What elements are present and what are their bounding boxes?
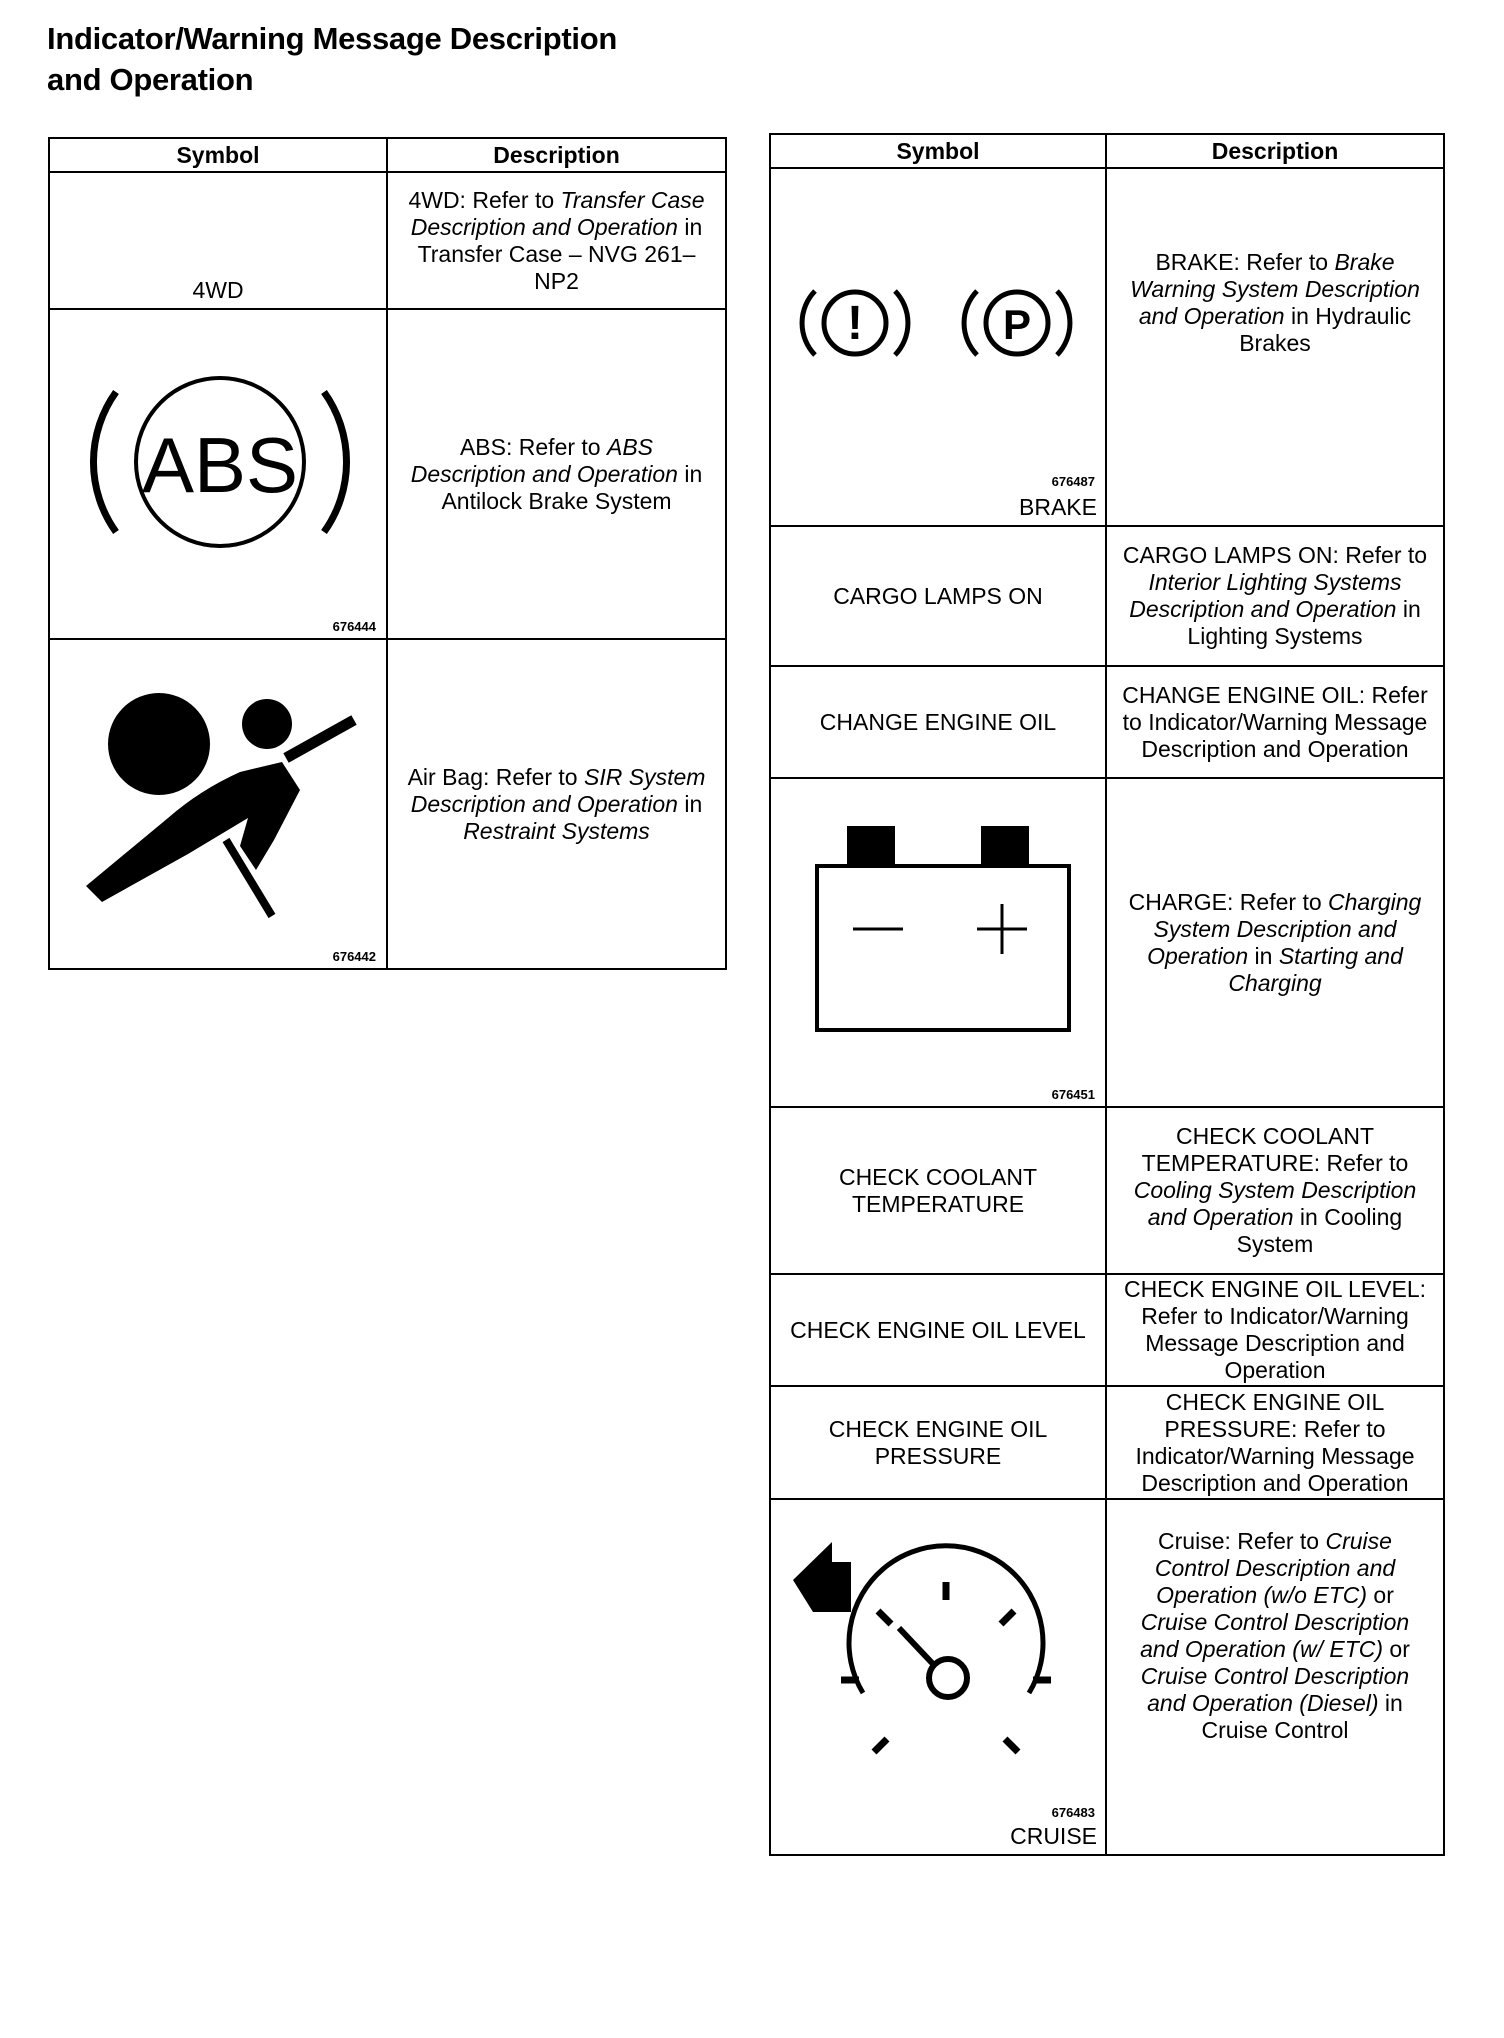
title-line-1: Indicator/Warning Message Description bbox=[47, 21, 617, 56]
symbol-cell bbox=[770, 1274, 1106, 1386]
description-text: in bbox=[677, 790, 703, 817]
description-text: Cruise: Refer to bbox=[1158, 1528, 1326, 1554]
parking-icon-letter: P bbox=[1002, 301, 1032, 348]
description-text: ABS Description and Operation bbox=[410, 433, 678, 487]
description-cell bbox=[387, 172, 726, 309]
symbol-label-oil-level: CHECK ENGINE OIL LEVEL bbox=[790, 1316, 1086, 1343]
description-cell bbox=[1106, 778, 1444, 1107]
airbag-icon bbox=[50, 640, 388, 970]
symbol-label-coolant: CHECK COOLANT TEMPERATURE bbox=[838, 1163, 1038, 1217]
description-cell bbox=[1106, 1386, 1444, 1499]
title-line-2: and Operation bbox=[47, 62, 254, 97]
description-text: or bbox=[1383, 1636, 1410, 1662]
abs-icon-text: ABS bbox=[141, 421, 299, 509]
description-column-header: Description bbox=[387, 138, 726, 172]
abs-icon bbox=[50, 310, 388, 640]
description-text: Interior Lighting Systems Description and Operation bbox=[1129, 569, 1402, 622]
figure-number: 676444 bbox=[332, 619, 376, 634]
description-text: Transfer Case Description and Operation bbox=[410, 186, 705, 240]
symbol-cell bbox=[770, 168, 1106, 526]
description-text: CHARGE: Refer to bbox=[1128, 888, 1329, 915]
figure-number: 676451 bbox=[1051, 1087, 1095, 1102]
symbol-column-header: Symbol bbox=[770, 134, 1106, 168]
description-text: Cruise Control Description and Operation (Diesel) bbox=[1140, 1663, 1410, 1716]
table-row-oil-pressure bbox=[770, 1386, 1444, 1499]
description-text: in Lighting Systems bbox=[1187, 596, 1421, 649]
symbol-column-header: Symbol bbox=[49, 138, 387, 172]
description-text: in Hydraulic Brakes bbox=[1239, 303, 1412, 356]
description-cell bbox=[1106, 1274, 1444, 1386]
symbol-cell bbox=[770, 526, 1106, 666]
description-text: Cruise Control Description and Operation (w/o ETC) bbox=[1154, 1528, 1396, 1608]
description-text: ABS: Refer to bbox=[459, 433, 607, 460]
brake-icon-exclamation: ! bbox=[847, 297, 863, 350]
table-row-charge bbox=[770, 778, 1444, 1107]
description-text: Cooling System Description and Operation bbox=[1133, 1177, 1417, 1230]
description-cell bbox=[387, 639, 726, 969]
symbol-cell bbox=[49, 172, 387, 309]
description-text: Starting and Charging bbox=[1228, 942, 1403, 996]
description-text: Air Bag: Refer to bbox=[407, 763, 584, 790]
description-text: in Antilock Brake System bbox=[441, 460, 703, 514]
description-text: Cruise Control Description and Operation (w/ ETC) bbox=[1140, 1609, 1410, 1662]
description-text: in Cruise Control bbox=[1201, 1690, 1403, 1743]
symbol-label-change-oil: CHANGE ENGINE OIL bbox=[819, 708, 1057, 735]
table-row-change-oil bbox=[770, 666, 1444, 778]
symbol-label-4wd: 4WD bbox=[192, 277, 244, 303]
description-cell bbox=[387, 309, 726, 639]
right-symbol-table bbox=[769, 133, 1445, 1856]
symbol-cell bbox=[49, 309, 387, 639]
description-text: BRAKE: Refer to bbox=[1155, 249, 1335, 275]
description-text: SIR System Description and Operation bbox=[410, 763, 706, 817]
description-column-header: Description bbox=[1106, 134, 1444, 168]
table-row-abs bbox=[49, 309, 726, 639]
description-cell bbox=[1106, 168, 1444, 526]
description-cell bbox=[1106, 666, 1444, 778]
symbol-cell bbox=[770, 1386, 1106, 1499]
table-row-cargo-lamps bbox=[770, 526, 1444, 666]
table-row-cruise bbox=[770, 1499, 1444, 1855]
description-text: CHECK ENGINE OIL PRESSURE: Refer to Indicator/Warning Message Description and Operation bbox=[1135, 1388, 1415, 1496]
table-row-oil-level bbox=[770, 1274, 1444, 1386]
description-text: CHECK COOLANT TEMPERATURE: Refer to bbox=[1141, 1123, 1409, 1176]
description-cell bbox=[1106, 1499, 1444, 1855]
page-title bbox=[47, 18, 747, 100]
description-text: CHECK ENGINE OIL LEVEL: Refer to Indicator/Warning Message Description and Operation bbox=[1123, 1276, 1427, 1383]
battery-icon bbox=[771, 779, 1107, 1108]
description-cell bbox=[1106, 1107, 1444, 1274]
table-row-coolant bbox=[770, 1107, 1444, 1274]
symbol-label-oil-pressure: CHECK ENGINE OIL PRESSURE bbox=[828, 1415, 1048, 1469]
figure-number: 676487 bbox=[1051, 474, 1095, 489]
left-symbol-table bbox=[48, 137, 727, 970]
symbol-cell bbox=[770, 666, 1106, 778]
description-text: in bbox=[1248, 942, 1279, 969]
description-cell bbox=[1106, 526, 1444, 666]
symbol-label-cargo-lamps: CARGO LAMPS ON bbox=[833, 582, 1043, 609]
table-row-brake bbox=[770, 168, 1444, 526]
figure-number: 676442 bbox=[332, 949, 376, 964]
description-text: in Cooling System bbox=[1236, 1204, 1403, 1257]
description-text: CHANGE ENGINE OIL: Refer to Indicator/Warning Message Description and Operation bbox=[1122, 681, 1428, 762]
figure-number: 676483 bbox=[1051, 1805, 1095, 1820]
table-row-4wd bbox=[49, 172, 726, 309]
description-text: CARGO LAMPS ON: Refer to bbox=[1122, 542, 1428, 568]
description-text: 4WD: Refer to bbox=[408, 186, 561, 213]
symbol-label-cruise: CRUISE bbox=[1010, 1823, 1097, 1849]
description-text: in Transfer Case – NVG 261–NP2 bbox=[417, 213, 703, 294]
symbol-cell bbox=[770, 778, 1106, 1107]
symbol-cell bbox=[770, 1107, 1106, 1274]
symbol-label-brake: BRAKE bbox=[1019, 494, 1097, 520]
table-row-airbag bbox=[49, 639, 726, 969]
cruise-icon bbox=[771, 1500, 1107, 1856]
description-text: Restraint Systems bbox=[463, 817, 650, 844]
description-text: Brake Warning System Description and Operation bbox=[1130, 249, 1420, 329]
symbol-cell bbox=[770, 1499, 1106, 1855]
description-text: or bbox=[1367, 1582, 1394, 1608]
description-text: Charging System Description and Operation bbox=[1147, 888, 1422, 969]
symbol-cell bbox=[49, 639, 387, 969]
